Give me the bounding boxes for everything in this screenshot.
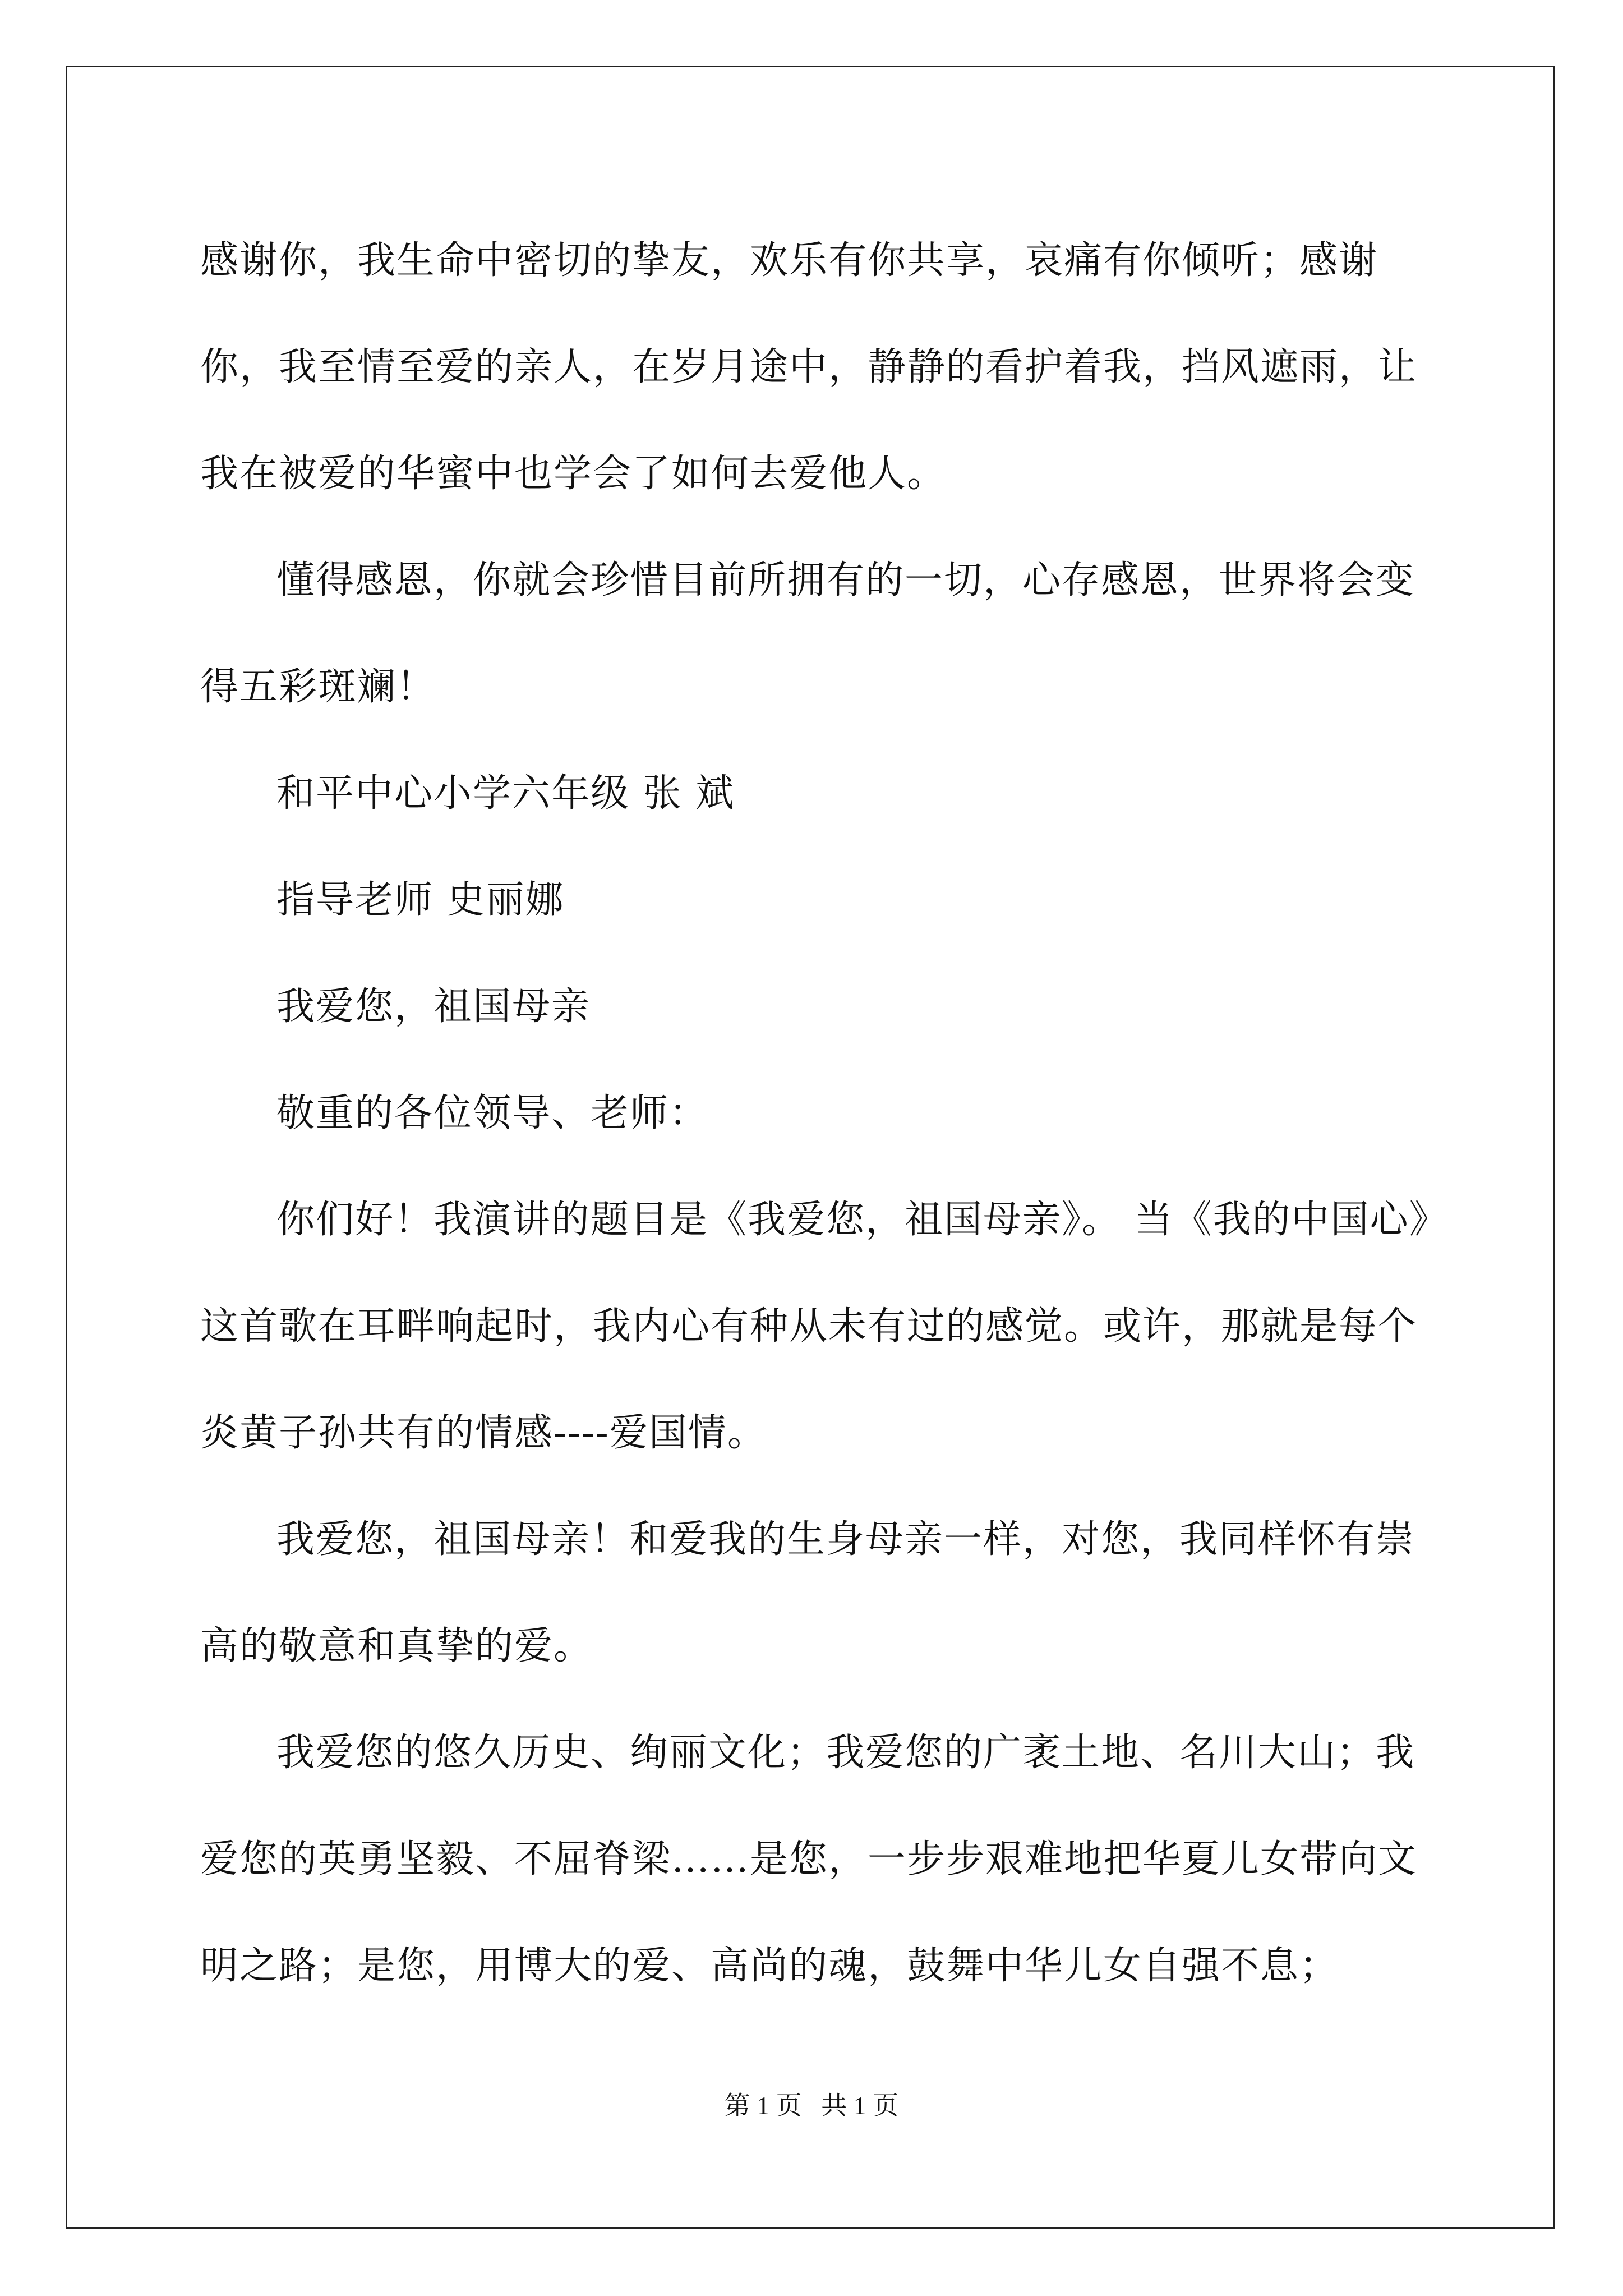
paragraph-8: 我爱您，祖国母亲！和爱我的生身母亲一样，对您，我同样怀有崇高的敬意和真挚的爱。: [200, 1517, 1415, 1668]
paragraph-7: 你们好！我演讲的题目是《我爱您，祖国母亲》。 当《我的中国心》这首歌在耳畔响起时，我内心有种从未有过的感觉。或许，那就是每个炎黄子孙共有的情感----爱国情。: [200, 1198, 1430, 1455]
page-number: 第 1 页: [724, 2091, 802, 2120]
paragraph-6: 敬重的各位领导、老师：: [276, 1091, 709, 1135]
paragraph-2: 懂得感恩，你就会珍惜目前所拥有的一切，心存感恩，世界将会变得五彩斑斓！: [200, 558, 1415, 709]
paragraph-9: 我爱您的悠久历史、绚丽文化；我爱您的广袤土地、名川大山；我爱您的英勇坚毅、不屈脊梁……是您，一步步艰难地把华夏儿女带向文明之路；是您，用博大的爱、高尚的魂，鼓舞中华儿女自强不息；: [200, 1731, 1418, 1988]
page-footer: [0, 2085, 1623, 2122]
paragraph-4: 指导老师 史丽娜: [276, 878, 565, 922]
paragraph-3: 和平中心小学六年级 张 斌: [276, 771, 735, 816]
paragraph-5: 我爱您，祖国母亲: [276, 984, 591, 1029]
document-body: [200, 208, 1432, 2019]
paragraph-1: 感谢你，我生命中密切的挚友，欢乐有你共享，哀痛有你倾听；感谢你，我至情至爱的亲人，在岁月途中，静静的看护着我，挡风遮雨，让我在被爱的华蜜中也学会了如何去爱他人。: [200, 238, 1418, 496]
footer-gap: [802, 2091, 822, 2120]
total-pages: 共 1 页: [821, 2091, 899, 2120]
